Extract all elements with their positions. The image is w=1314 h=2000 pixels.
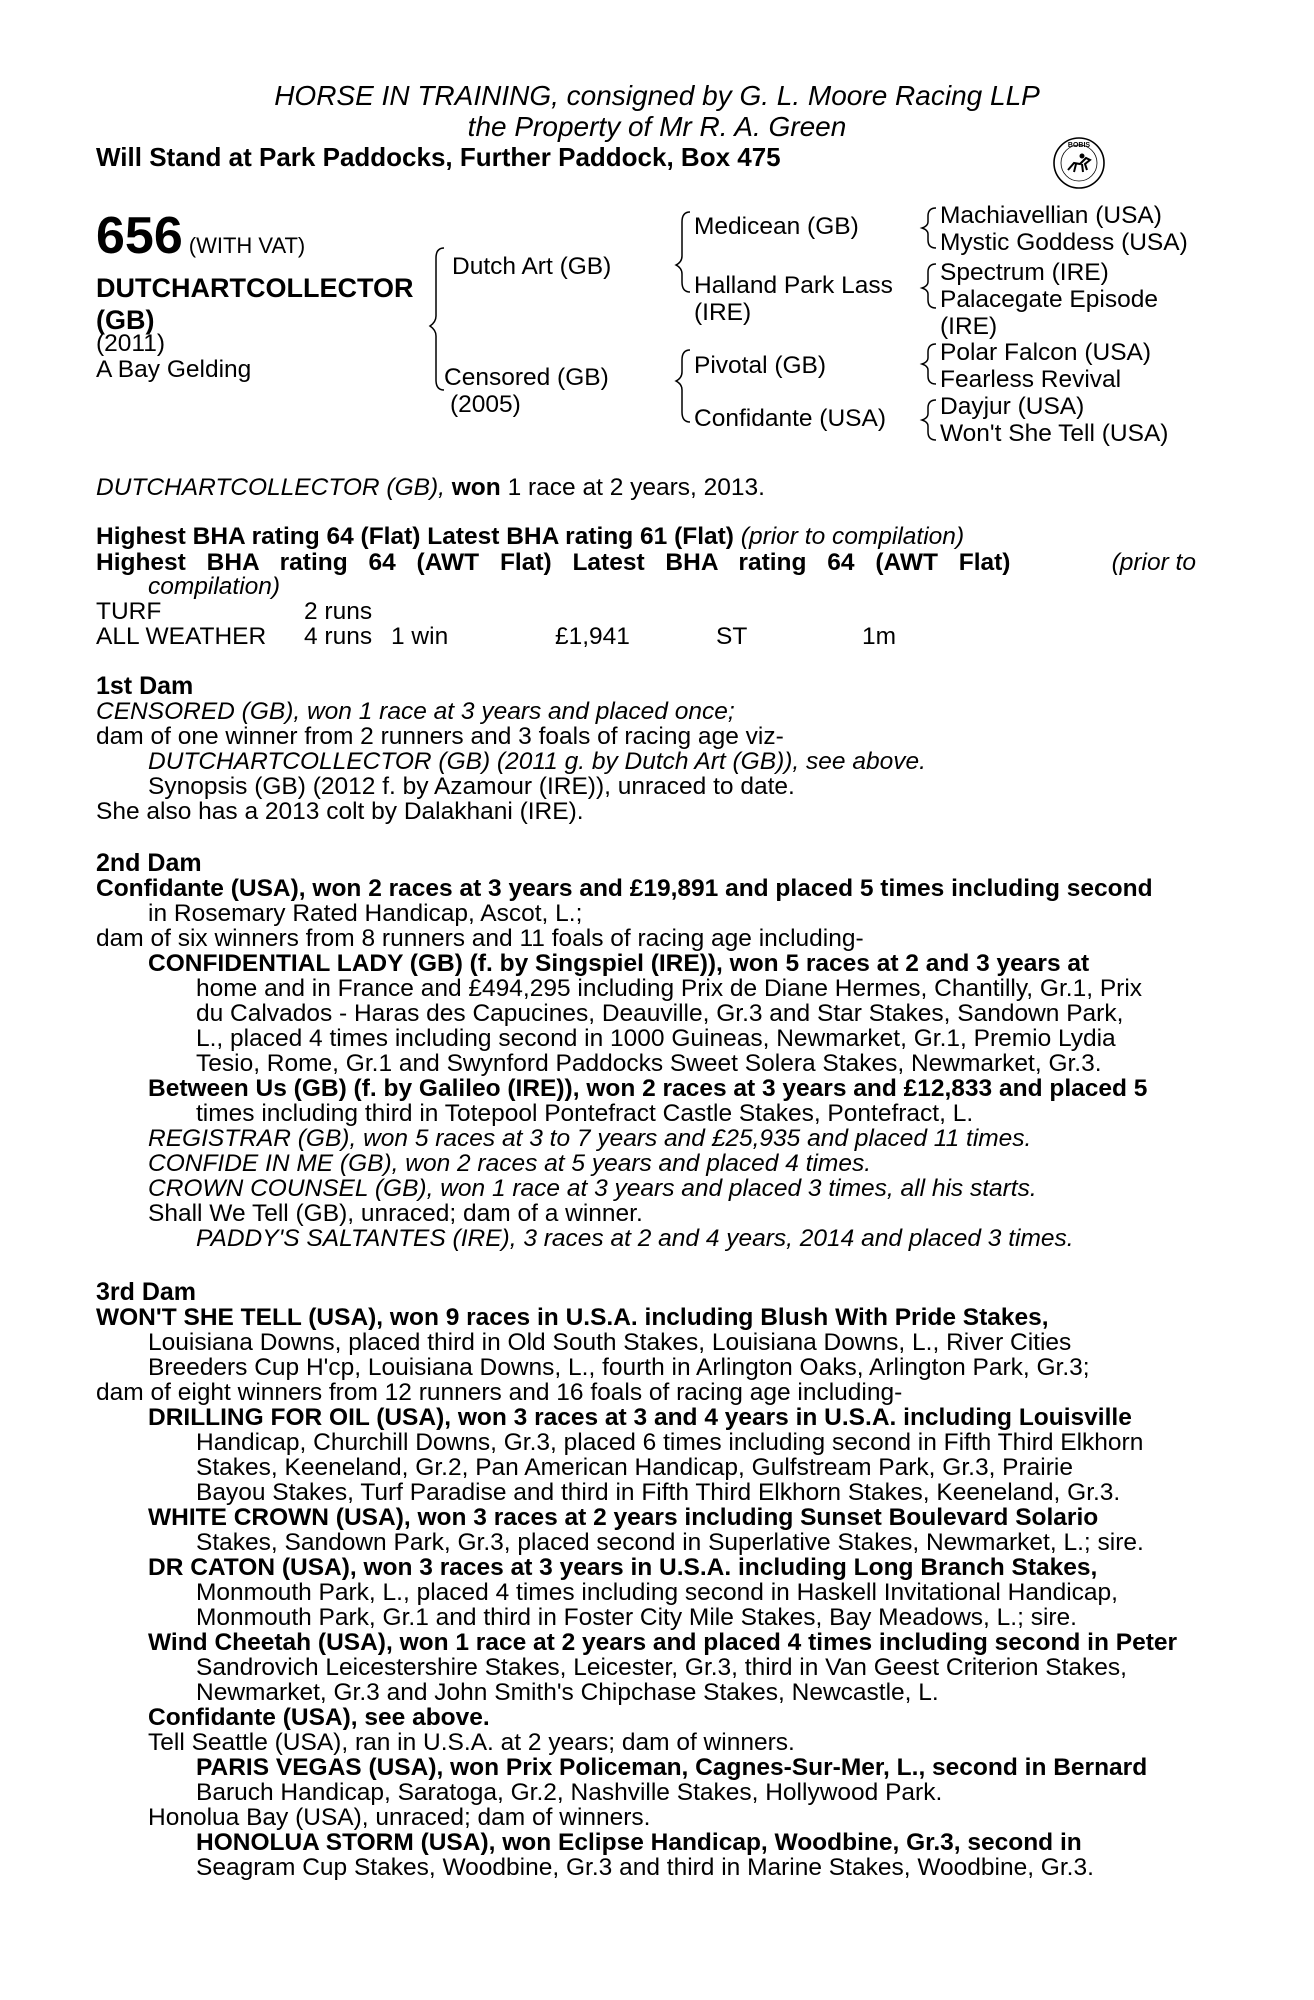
ratings-flat-values: Highest BHA rating 64 (Flat) Latest BHA rating 61 (Flat) (96, 523, 734, 550)
third-dam-line: Breeders Cup H'cp, Louisiana Downs, L., fourth in Arlington Oaks, Arlington Park, Gr.3; (148, 1354, 1090, 1381)
third-dam-line: Wind Cheetah (USA), won 1 race at 2 years and placed 4 times including second in Peter (148, 1629, 1178, 1656)
second-dam-line: du Calvados - Haras des Capucines, Deauville, Gr.3 and Star Stakes, Sandown Park, (196, 1000, 1124, 1027)
record-aw-runs: 4 runs (304, 623, 373, 650)
third-dam-line: Monmouth Park, L., placed 4 times including second in Haskell Invitational Handicap, (196, 1579, 1118, 1606)
second-dam-line: PADDY'S SALTANTES (IRE), 3 races at 2 and 4 years, 2014 and placed 3 times. (196, 1225, 1074, 1252)
third-dam-line: WON'T SHE TELL (USA), won 9 races in U.S.A. including Blush With Pride Stakes, (96, 1304, 1049, 1331)
second-dam-line: dam of six winners from 8 runners and 11 foals of racing age including- (96, 925, 864, 952)
pedigree-dam-year: (2005) (450, 391, 521, 418)
summary-won: won (451, 474, 501, 501)
lot-number-value: 656 (96, 207, 183, 265)
pedigree-sire-dam: Halland Park Lass (694, 272, 893, 299)
horse-description: A Bay Gelding (96, 356, 252, 383)
pedigree-sire: Dutch Art (GB) (452, 253, 612, 280)
third-dam-line: PARIS VEGAS (USA), won Prix Policeman, Cagnes-Sur-Mer, L., second in Bernard (196, 1754, 1148, 1781)
vat-note: (WITH VAT) (188, 233, 306, 258)
second-dam-line: CONFIDE IN ME (GB), won 2 races at 5 years and placed 4 times. (148, 1150, 872, 1177)
third-dam-line: HONOLUA STORM (USA), won Eclipse Handicap, Woodbine, Gr.3, second in (196, 1829, 1082, 1856)
summary-horse: DUTCHARTCOLLECTOR (GB), (96, 474, 445, 501)
pedigree-g1: Machiavellian (USA) (940, 202, 1162, 229)
ratings-flat (96, 523, 964, 551)
third-dam-section (96, 1280, 1196, 1880)
pedigree-g4: Palacegate Episode (940, 286, 1158, 313)
record-aw-prize: £1,941 (555, 623, 630, 650)
first-dam-line: dam of one winner from 2 runners and 3 foals of racing age viz- (96, 723, 784, 750)
catalogue-heading: HORSE IN TRAINING, consigned by G. L. Moore Racing LLP (274, 80, 1040, 111)
second-dam-line: Between Us (GB) (f. by Galileo (IRE)), won 2 races at 3 years and £12,833 and placed 5 (148, 1075, 1148, 1102)
pedigree-g7: Dayjur (USA) (940, 393, 1085, 420)
first-dam-line: Synopsis (GB) (2012 f. by Azamour (IRE)), unraced to date. (148, 773, 795, 800)
third-dam-line: Tell Seattle (USA), ran in U.S.A. at 2 years; dam of winners. (148, 1729, 795, 1756)
pedigree-g5: Polar Falcon (USA) (940, 339, 1152, 366)
ratings-flat-note: (prior to compilation) (740, 523, 965, 550)
record-turf-runs: 2 runs (304, 598, 373, 625)
second-dam-line: home and in France and £494,295 including Prix de Diane Hermes, Chantilly, Gr.1, Prix (196, 975, 1143, 1002)
third-dam-line: Confidante (USA), see above. (148, 1704, 490, 1731)
property-of-line: the Property of Mr R. A. Green (467, 111, 847, 142)
third-dam-line: Newmarket, Gr.3 and John Smith's Chipchase Stakes, Newcastle, L. (196, 1679, 939, 1706)
ratings-awt-note: (prior to (1111, 549, 1196, 576)
logo-text: BOBIS (1067, 142, 1091, 149)
stand-location: Will Stand at Park Paddocks, Further Paddock, Box 475 (96, 142, 781, 172)
first-dam-title: 1st Dam (96, 672, 194, 700)
second-dam-line: Shall We Tell (GB), unraced; dam of a winner. (148, 1200, 643, 1227)
pedigree-dam-sire: Pivotal (GB) (694, 352, 827, 379)
record-aw-surface: ST (716, 623, 748, 650)
second-dam-line: Confidante (USA), won 2 races at 3 years and £19,891 and placed 5 times including second (96, 875, 1153, 902)
pedigree-g4-country: (IRE) (940, 313, 998, 340)
pedigree-sire-dam-country: (IRE) (694, 299, 752, 326)
pedigree-g8: Won't She Tell (USA) (940, 420, 1169, 447)
second-dam-line: Tesio, Rome, Gr.1 and Swynford Paddocks Sweet Solera Stakes, Newmarket, Gr.3. (196, 1050, 1102, 1077)
pedigree-g2: Mystic Goddess (USA) (940, 229, 1188, 256)
record-aw-label: ALL WEATHER (96, 623, 267, 650)
race-summary (96, 474, 765, 502)
pedigree-sire-sire: Medicean (GB) (694, 213, 859, 240)
second-dam-title: 2nd Dam (96, 849, 202, 877)
pedigree-dam-dam: Confidante (USA) (694, 405, 887, 432)
third-dam-line: Baruch Handicap, Saratoga, Gr.2, Nashville Stakes, Hollywood Park. (196, 1779, 943, 1806)
ratings-awt-note-cont: compilation) (148, 573, 281, 600)
third-dam-line: Monmouth Park, Gr.1 and third in Foster City Mile Stakes, Bay Meadows, L.; sire. (196, 1604, 1077, 1631)
second-dam-line: CROWN COUNSEL (GB), won 1 race at 3 years and placed 3 times, all his starts. (148, 1175, 1037, 1202)
second-dam-line: CONFIDENTIAL LADY (GB) (f. by Singspiel (IRE)), won 5 races at 2 and 3 years at (148, 950, 1090, 977)
summary-rest: 1 race at 2 years, 2013. (507, 474, 765, 501)
record-aw-wins: 1 win (391, 623, 449, 650)
record-aw-distance: 1m (862, 623, 897, 650)
third-dam-line: Sandrovich Leicestershire Stakes, Leicester, Gr.3, third in Van Geest Criterion Stakes, (196, 1654, 1127, 1681)
third-dam-line: Handicap, Churchill Downs, Gr.3, placed 6 times including second in Fifth Third Elkhorn (196, 1429, 1144, 1456)
third-dam-line: Honolua Bay (USA), unraced; dam of winners. (148, 1804, 651, 1831)
horse-name: DUTCHARTCOLLECTOR (GB) (96, 273, 414, 335)
third-dam-line: DRILLING FOR OIL (USA), won 3 races at 3 and 4 years in U.S.A. including Louisville (148, 1404, 1132, 1431)
first-dam-line: She also has a 2013 colt by Dalakhani (IRE). (96, 798, 584, 825)
first-dam-line: DUTCHARTCOLLECTOR (GB) (2011 g. by Dutch Art (GB)), see above. (148, 748, 926, 775)
third-dam-line: WHITE CROWN (USA), won 3 races at 2 years including Sunset Boulevard Solario (148, 1504, 1099, 1531)
third-dam-title: 3rd Dam (96, 1278, 197, 1306)
first-dam-section (96, 674, 1196, 824)
pedigree-g6: Fearless Revival (940, 366, 1122, 393)
second-dam-section (96, 851, 1196, 1251)
third-dam-line: dam of eight winners from 12 runners and 16 foals of racing age including- (96, 1379, 903, 1406)
second-dam-line: times including third in Totepool Pontefract Castle Stakes, Pontefract, L. (196, 1100, 974, 1127)
third-dam-line: Stakes, Sandown Park, Gr.3, placed second in Superlative Stakes, Newmarket, L.; sire. (196, 1529, 1144, 1556)
second-dam-line: L., placed 4 times including second in 1000 Guineas, Newmarket, Gr.1, Premio Lydia (196, 1025, 1116, 1052)
ratings-awt-values: Highest BHA rating 64 (AWT Flat) Latest BHA rating 64 (AWT Flat) (96, 549, 1011, 576)
second-dam-line: REGISTRAR (GB), won 5 races at 3 to 7 years and £25,935 and placed 11 times. (148, 1125, 1032, 1152)
third-dam-line: Louisiana Downs, placed third in Old South Stakes, Louisiana Downs, L., River Cities (148, 1329, 1072, 1356)
pedigree-dam: Censored (GB) (444, 364, 609, 391)
record-turf-label: TURF (96, 598, 162, 625)
third-dam-line: Seagram Cup Stakes, Woodbine, Gr.3 and third in Marine Stakes, Woodbine, Gr.3. (196, 1854, 1094, 1881)
third-dam-line: Stakes, Keeneland, Gr.2, Pan American Handicap, Gulfstream Park, Gr.3, Prairie (196, 1454, 1073, 1481)
third-dam-line: DR CATON (USA), won 3 races at 3 years in U.S.A. including Long Branch Stakes, (148, 1554, 1098, 1581)
horse-year: (2011) (96, 330, 166, 357)
pedigree-g3: Spectrum (IRE) (940, 259, 1109, 286)
second-dam-line: in Rosemary Rated Handicap, Ascot, L.; (148, 900, 583, 927)
first-dam-line: CENSORED (GB), won 1 race at 3 years and placed once; (96, 698, 735, 725)
third-dam-line: Bayou Stakes, Turf Paradise and third in Fifth Third Elkhorn Stakes, Keeneland, Gr.3. (196, 1479, 1121, 1506)
